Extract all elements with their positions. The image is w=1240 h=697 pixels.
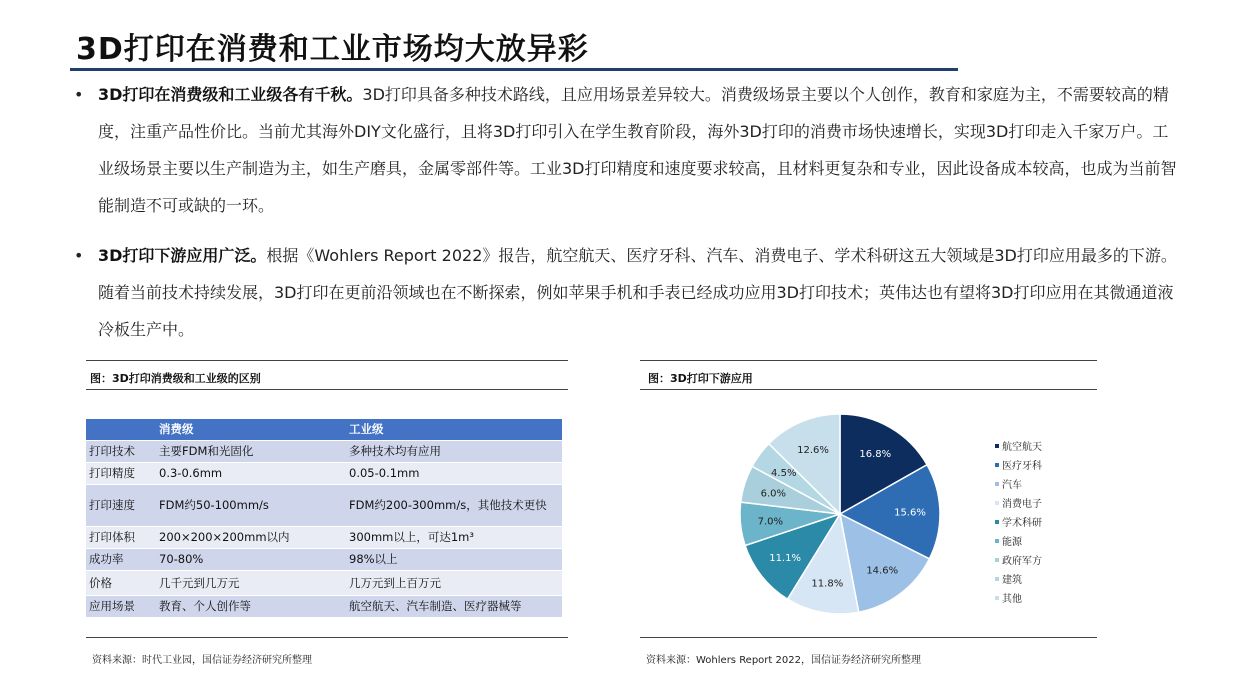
legend-item: [995, 550, 1042, 569]
pie-legend: [995, 436, 1042, 607]
legend-swatch: [995, 539, 999, 543]
legend-label: 汽车: [1002, 480, 1022, 491]
legend-item: [995, 569, 1042, 588]
figure-top-rule: [86, 360, 568, 361]
table-cell: 打印体积: [86, 526, 156, 548]
table-cell: 70-80%: [156, 548, 346, 570]
table-cell: 98%以上: [346, 548, 562, 570]
legend-label: 能源: [1002, 537, 1022, 548]
legend-swatch: [995, 482, 999, 486]
table-cell: 0.3-0.6mm: [156, 462, 346, 484]
pie-slice-label: 7.0%: [757, 516, 784, 528]
legend-item: [995, 531, 1042, 550]
figure-title-left: 图：3D打印消费级和工业级的区别: [90, 372, 261, 385]
figure-source-left: 资料来源：时代工业园，国信证券经济研究所整理: [92, 655, 312, 666]
table-row: [86, 570, 562, 595]
legend-swatch: [995, 501, 999, 505]
paragraph-body: [98, 237, 1184, 348]
legend-label: 航空航天: [1002, 442, 1042, 453]
legend-item: [995, 474, 1042, 493]
table-row: [86, 462, 562, 484]
table-header-cell: [86, 419, 156, 440]
legend-swatch: [995, 596, 999, 600]
table-header-row: [86, 419, 562, 440]
legend-swatch: [995, 463, 999, 467]
pie-chart: [730, 404, 950, 624]
legend-swatch: [995, 444, 999, 448]
table-cell: 主要FDM和光固化: [156, 440, 346, 462]
legend-item: [995, 588, 1042, 607]
legend-swatch: [995, 558, 999, 562]
table-row: [86, 440, 562, 462]
pie-slice-label: 11.8%: [811, 578, 844, 590]
table-cell: 应用场景: [86, 595, 156, 617]
table-row: [86, 595, 562, 617]
figure-title-rule: [86, 389, 568, 390]
table-row: [86, 484, 562, 526]
legend-label: 建筑: [1002, 575, 1022, 586]
table-cell: 打印速度: [86, 484, 156, 526]
figure-title-right: 图：3D打印下游应用: [648, 372, 753, 385]
pie-slice-label: 16.8%: [859, 449, 892, 461]
paragraph-lead: 3D打印下游应用广泛。: [98, 246, 267, 265]
bullet: •: [74, 246, 84, 265]
table-cell: 多种技术均有应用: [346, 440, 562, 462]
paragraph-consumer-industrial: [74, 76, 1184, 224]
table-row: [86, 526, 562, 548]
figure-top-rule: [640, 360, 1097, 361]
paragraph-lead: 3D打印在消费级和工业级各有千秋。: [98, 85, 363, 104]
legend-swatch: [995, 520, 999, 524]
table-cell: 打印技术: [86, 440, 156, 462]
legend-item: [995, 512, 1042, 531]
table-cell: 教育、个人创作等: [156, 595, 346, 617]
comparison-table: [86, 419, 562, 618]
legend-label: 医疗牙科: [1002, 461, 1042, 472]
title-underline: [70, 68, 958, 71]
pie-slice-label: 12.6%: [797, 444, 829, 456]
pie-slice-label: 4.5%: [771, 467, 797, 479]
legend-item: [995, 436, 1042, 455]
pie-slice-label: 11.1%: [769, 552, 801, 564]
table-cell: 0.05-0.1mm: [346, 462, 562, 484]
table-cell: FDM约200-300mm/s，其他技术更快: [346, 484, 562, 526]
table-header-cell: 消费级: [156, 419, 346, 440]
page-title: 3D打印在消费和工业市场均大放异彩: [76, 32, 589, 67]
legend-label: 政府军方: [1002, 556, 1042, 567]
legend-label: 其他: [1002, 594, 1022, 605]
paragraph-downstream: [74, 237, 1184, 348]
paragraph-body: [98, 76, 1184, 224]
legend-item: [995, 493, 1042, 512]
pie-slice-label: 14.6%: [866, 565, 899, 577]
figure-title-rule: [640, 389, 1097, 390]
table-cell: 成功率: [86, 548, 156, 570]
table-cell: 航空航天、汽车制造、医疗器械等: [346, 595, 562, 617]
table-cell: 打印精度: [86, 462, 156, 484]
legend-item: [995, 455, 1042, 474]
paragraph-text: 根据《Wohlers Report 2022》报告，航空航天、医疗牙科、汽车、消费电子、学术科研这五大领域是3D打印应用最多的下游。随着当前技术持续发展，3D打印在更前沿领域也在不断探索，例如苹果手机和手表已经成功应用3D打印技术；英伟达也有望将3D打印应用在其微通道液冷板生产中。: [98, 246, 1177, 339]
table-cell: 300mm以上，可达1m³: [346, 526, 562, 548]
pie-slice-label: 6.0%: [760, 488, 786, 500]
pie-slice-label: 15.6%: [894, 507, 926, 519]
table-header-cell: 工业级: [346, 419, 562, 440]
legend-swatch: [995, 577, 999, 581]
legend-label: 消费电子: [1002, 499, 1042, 510]
table-cell: 价格: [86, 570, 156, 595]
paragraph-text: 3D打印具备多种技术路线，且应用场景差异较大。消费级场景主要以个人创作，教育和家庭为主，不需要较高的精度，注重产品性价比。当前尤其海外DIY文化盛行，且将3D打印引入在学生教育阶段，海外3D打印的消费市场快速增长，实现3D打印走入千家万户。工业级场景主要以生产制造为主，如生产磨具，金属零部件等。工业3D打印精度和速度要求较高，且材料更复杂和专业，因此设备成本较高，也成为当前智能制造不可或缺的一环。: [98, 85, 1177, 215]
figure-source-right: 资料来源：Wohlers Report 2022，国信证券经济研究所整理: [646, 655, 921, 666]
legend-label: 学术科研: [1002, 518, 1042, 529]
table-cell: FDM约50-100mm/s: [156, 484, 346, 526]
bullet: •: [74, 85, 84, 104]
table-cell: 几万元到上百万元: [346, 570, 562, 595]
table-cell: 200×200×200mm以内: [156, 526, 346, 548]
table-cell: 几千元到几万元: [156, 570, 346, 595]
figure-bottom-rule: [86, 637, 568, 638]
table-row: [86, 548, 562, 570]
figure-bottom-rule: [640, 637, 1097, 638]
